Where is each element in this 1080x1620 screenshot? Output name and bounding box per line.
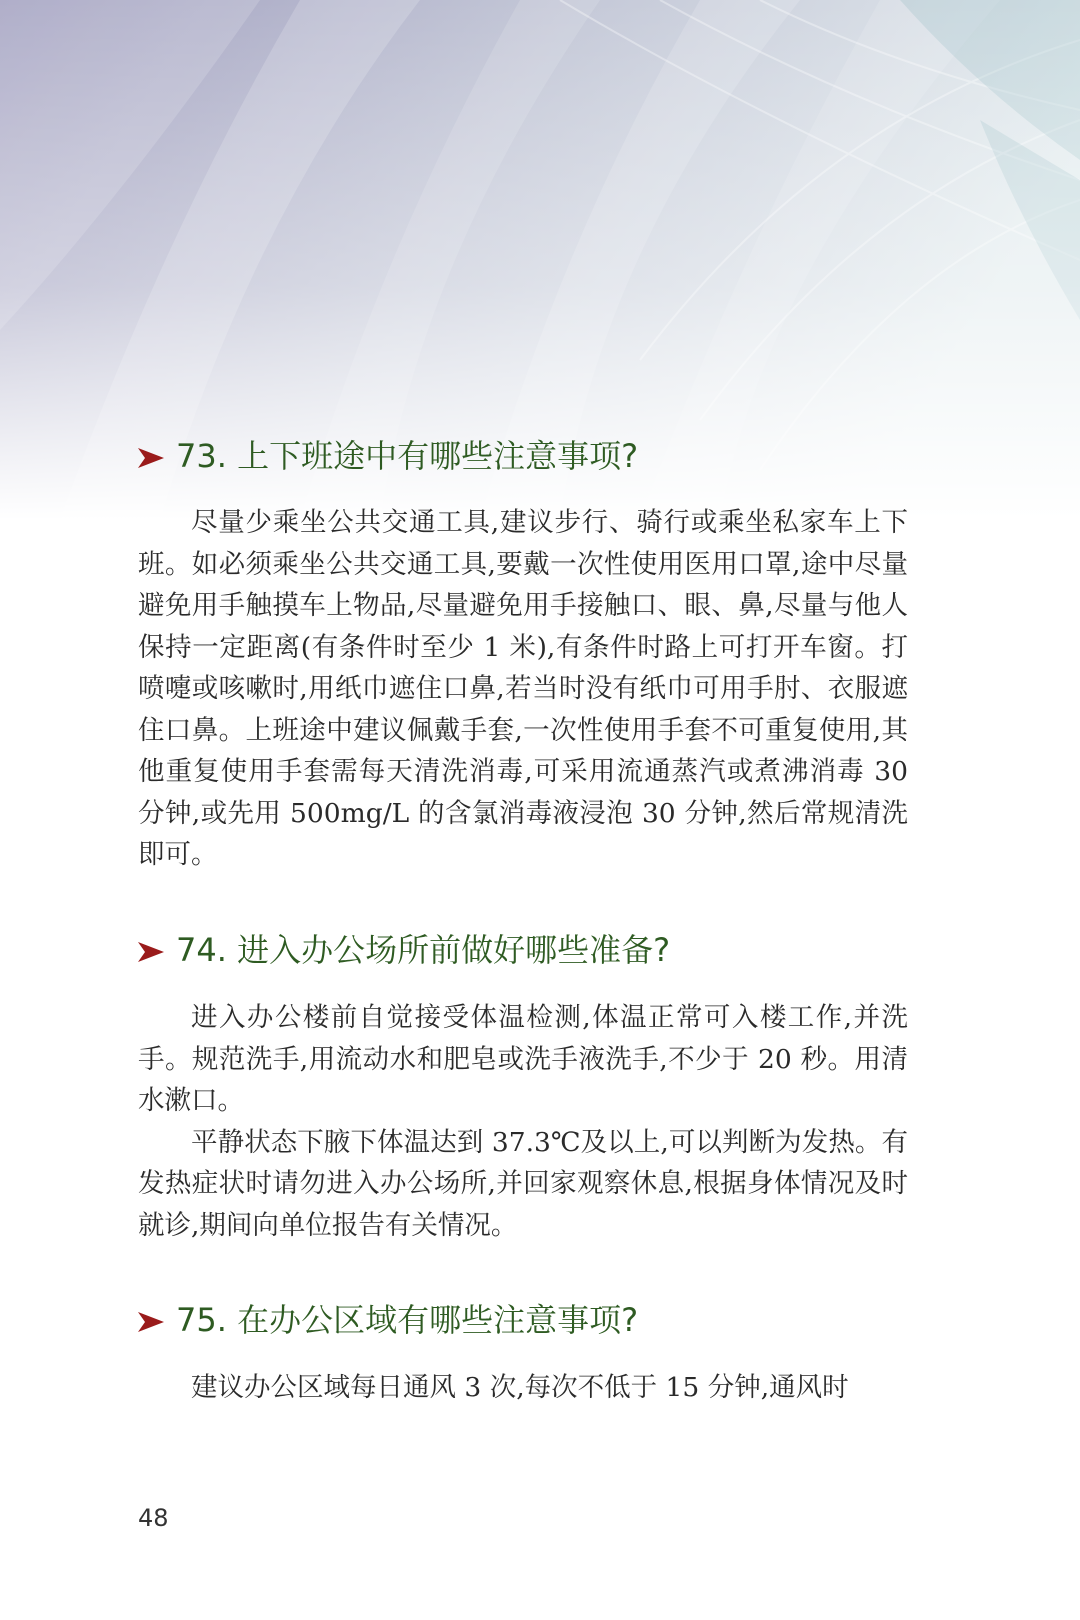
section-heading-75 — [138, 1300, 638, 1340]
arrow-bullet-icon — [138, 941, 164, 963]
section-body-75 — [138, 1367, 908, 1409]
section-heading-text: 74. 进入办公场所前做好哪些准备? — [176, 931, 671, 969]
arrow-bullet-icon — [138, 447, 164, 469]
paragraph: 平静状态下腋下体温达到 37.3℃及以上,可以判断为发热。有发热症状时请勿进入办公场所,并回家观察休息,根据身体情况及时就诊,期间向单位报告有关情况。 — [138, 1126, 908, 1241]
paragraph: 尽量少乘坐公共交通工具,建议步行、骑行或乘坐私家车上下班。如必须乘坐公共交通工具,要戴一次性使用医用口罩,途中尽量避免用手触摸车上物品,尽量避免用手接触口、眼、鼻,尽量与他人保持一定距离(有条件时至少 1 米),有条件时路上可打开车窗。打喷嚏或咳嗽时,用纸巾遮住口鼻,若当时没有纸巾可用手肘、衣服遮住口鼻。上班途中建议佩戴手套,一次性使用手套不可重复使用,其他重复使用手套需每天清洗消毒,可采用流通蒸汽或煮沸消毒 30 分钟,或先用 500mg/L 的含氯消毒液浸泡 30 分钟,然后常规清洗即可。 — [138, 507, 908, 870]
section-heading-text: 73. 上下班途中有哪些注意事项? — [176, 437, 639, 475]
section-heading-73 — [138, 436, 638, 476]
section-body-73 — [138, 502, 908, 876]
section-heading-74 — [138, 930, 670, 970]
section-heading-text: 75. 在办公区域有哪些注意事项? — [176, 1301, 639, 1339]
arrow-bullet-icon — [138, 1311, 164, 1333]
paragraph: 进入办公楼前自觉接受体温检测,体温正常可入楼工作,并洗手。规范洗手,用流动水和肥皂或洗手液洗手,不少于 20 秒。用清水漱口。 — [138, 1002, 908, 1116]
paragraph: 建议办公区域每日通风 3 次,每次不低于 15 分钟,通风时 — [191, 1372, 849, 1403]
section-body-74 — [138, 997, 908, 1246]
page-number: 48 — [138, 1504, 169, 1532]
